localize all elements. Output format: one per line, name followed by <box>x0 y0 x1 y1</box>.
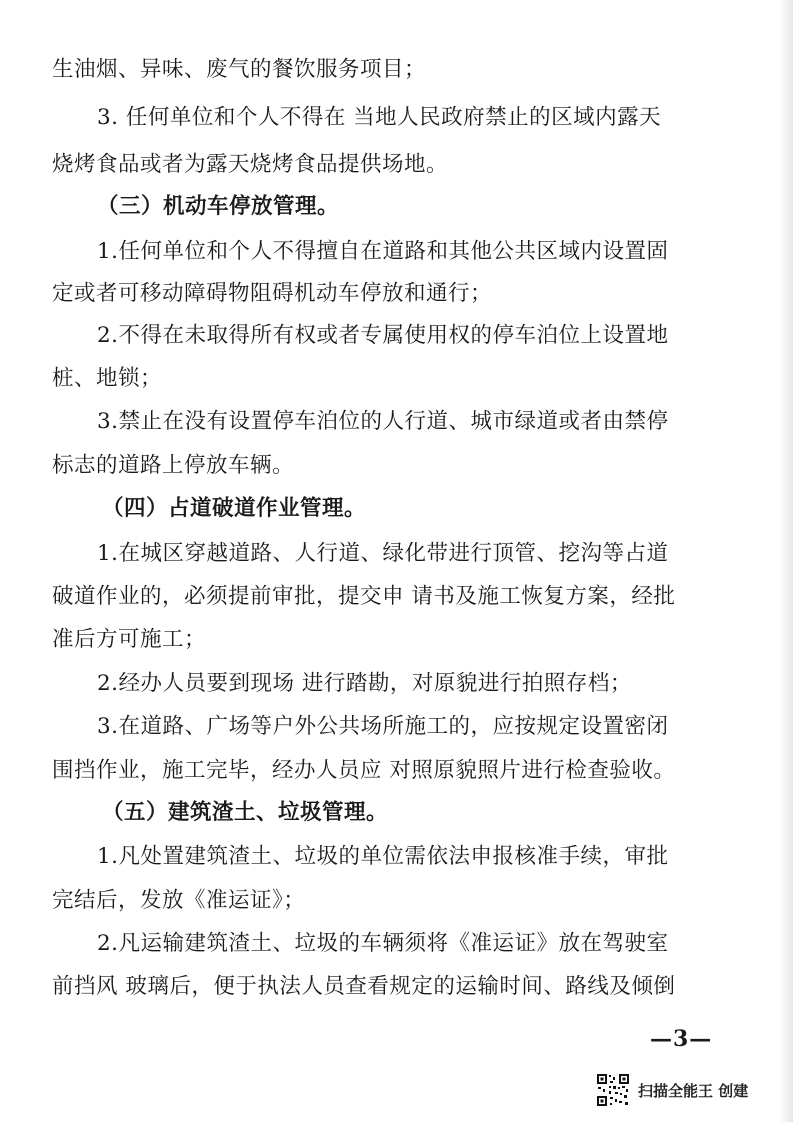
text-line: 围挡作业，施工完毕，经办人员应 对照原貌照片进行检查验收。 <box>52 758 676 783</box>
text-line: 前挡风 玻璃后，便于执法人员查看规定的运输时间、路线及倾倒 <box>52 974 676 999</box>
text-line: 烧烤食品或者为露天烧烤食品提供场地。 <box>52 152 449 177</box>
text-line: 定或者可移动障碍物阻碍机动车停放和通行； <box>52 281 493 306</box>
text-line: 破道作业的，必须提前审批，提交申 请书及施工恢复方案，经批 <box>52 584 676 609</box>
text-line: 完结后，发放《准运证》； <box>52 888 306 913</box>
section-heading: （五）建筑渣土、垃圾管理。 <box>102 800 389 825</box>
text-line: 3.禁止在没有设置停车泊位的人行道、城市绿道或者由禁停 <box>97 409 669 434</box>
page-number: —3— <box>650 1026 713 1052</box>
text-line: 1.任何单位和个人不得擅自在道路和其他公共区域内设置固 <box>97 239 669 264</box>
text-line: 生油烟、异味、废气的餐饮服务项目； <box>52 57 427 82</box>
text-line: 1.在城区穿越道路、人行道、绿化带进行顶管、挖沟等占道 <box>97 541 669 566</box>
text-line: 2.凡运输建筑渣土、垃圾的车辆须将《准运证》放在驾驶室 <box>97 931 669 956</box>
section-heading: （三）机动车停放管理。 <box>97 194 340 219</box>
qr-code-icon <box>596 1073 630 1107</box>
text-line: 桩、地锁； <box>52 366 163 391</box>
text-line: 准后方可施工； <box>52 627 207 652</box>
text-line: 标志的道路上停放车辆。 <box>52 453 295 478</box>
text-line: 2.经办人员要到现场 进行踏勘，对原貌进行拍照存档； <box>97 671 632 696</box>
text-line: 1.凡处置建筑渣土、垃圾的单位需依法申报核准手续，审批 <box>97 844 669 869</box>
section-heading: （四）占道破道作业管理。 <box>102 496 367 521</box>
scanner-app-label: 扫描全能王 创建 <box>638 1081 749 1100</box>
text-line: 3. 任何单位和个人不得在 当地人民政府禁止的区域内露天 <box>97 105 662 130</box>
text-line: 2.不得在未取得所有权或者专属使用权的停车泊位上设置地 <box>97 323 669 348</box>
text-line: 3.在道路、广场等户外公共场所施工的，应按规定设置密闭 <box>97 714 669 739</box>
scanner-watermark <box>596 1070 748 1110</box>
